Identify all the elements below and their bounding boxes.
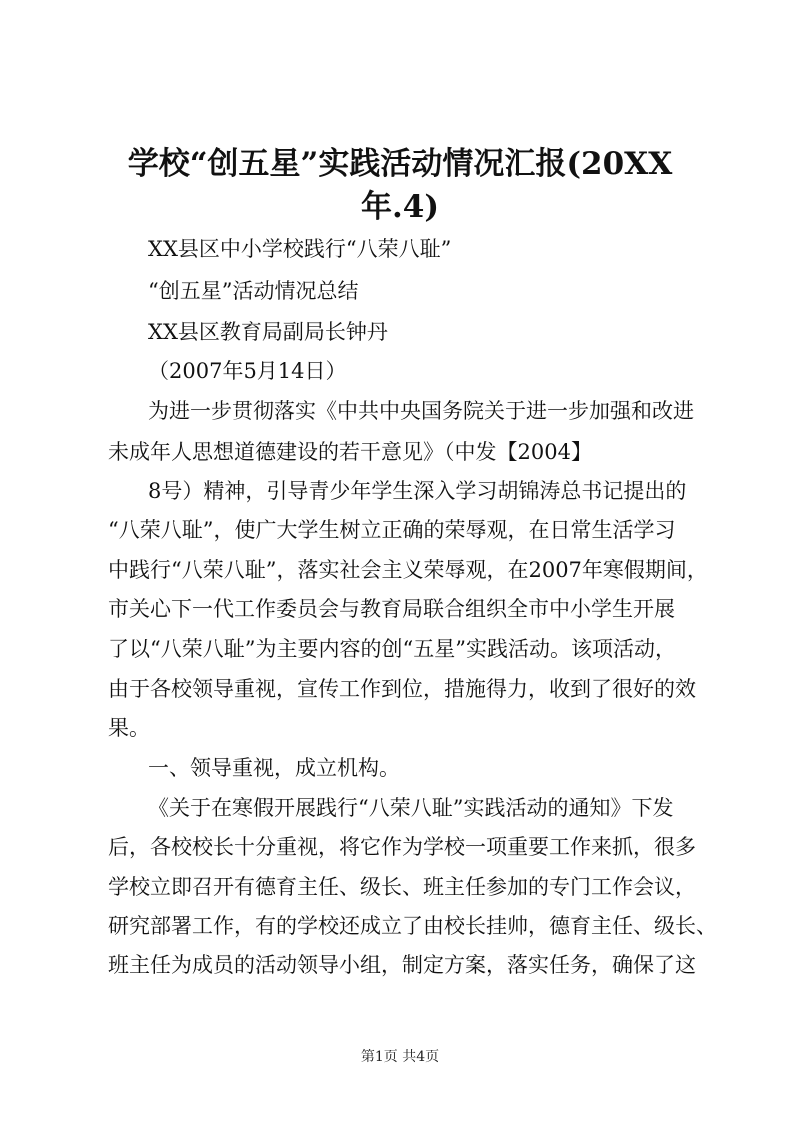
body-line: 8号）精神，引导青少年学生深入学习胡锦涛总书记提出的 [148, 479, 687, 503]
body-line: 未成年人思想道德建设的若干意见》（中发【2004】 [108, 440, 592, 464]
body-line: “八荣八耻”，使广大学生树立正确的荣辱观，在日常生活学习 [108, 518, 676, 542]
body-line: 后，各校校长十分重视，将它作为学校一项重要工作来抓，很多 [108, 835, 696, 859]
body-line: 班主任为成员的活动领导小组，制定方案，落实任务，确保了这 [108, 953, 696, 977]
author-line: XX县区教育局副局长钟丹 [148, 320, 388, 344]
body-line: 市关心下一代工作委员会与教育局联合组织全市中小学生开展 [108, 597, 675, 621]
body-line: 由于各校领导重视，宣传工作到位，措施得力，收到了很好的效 [108, 677, 696, 701]
date-line: （2007年5月14日） [148, 359, 347, 383]
body-line: 果。 [108, 716, 150, 740]
body-line: 《关于在寒假开展践行“八荣八耻”实践活动的通知》下发 [148, 796, 674, 820]
body-line: 研究部署工作，有的学校还成立了由校长挂帅，德育主任、级长、 [108, 914, 717, 938]
document-title-line-2: 年.4) [360, 189, 440, 225]
subtitle-line: XX县区中小学校践行“八荣八耻” [148, 237, 452, 261]
body-line: 了以“八荣八耻”为主要内容的创“五星”实践活动。该项活动， [108, 637, 676, 661]
body-line: 中践行“八荣八耻”，落实社会主义荣辱观，在2007年寒假期间， [108, 558, 708, 582]
subtitle-line: “创五星”活动情况总结 [148, 279, 359, 303]
document-title-line-1: 学校“创五星”实践活动情况汇报(20XX [127, 146, 673, 182]
section-heading: 一、领导重视，成立机构。 [148, 756, 400, 780]
page-footer: 第1页 共4页 [360, 1049, 440, 1065]
body-line: 学校立即召开有德育主任、级长、班主任参加的专门工作会议， [108, 875, 696, 899]
body-line: 为进一步贯彻落实《中共中央国务院关于进一步加强和改进 [148, 399, 694, 423]
